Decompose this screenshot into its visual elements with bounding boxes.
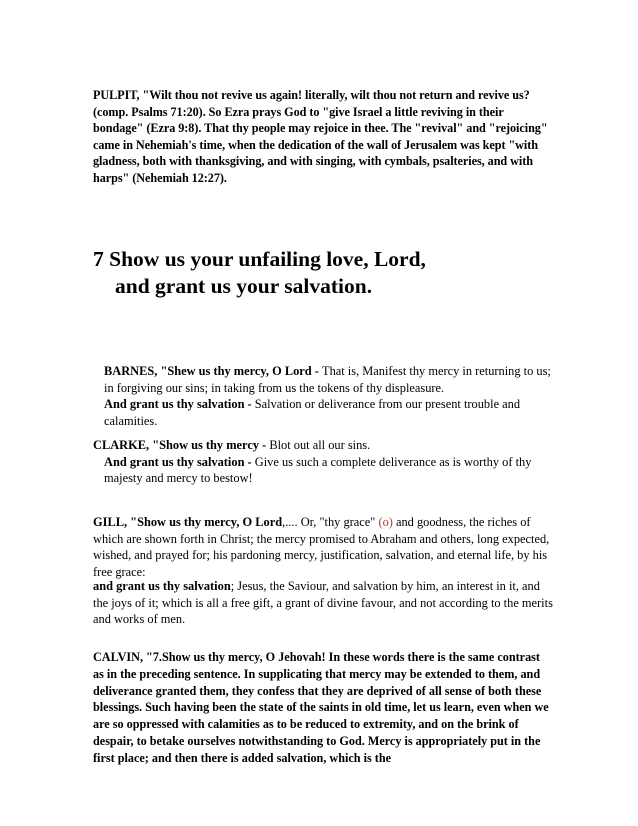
gill-lead-2: and grant us thy salvation [93,579,231,593]
gill-footnote-ref[interactable]: (o) [378,515,393,529]
barnes-commentary [93,363,553,429]
clarke-lead: CLARKE, "Show us thy mercy - [93,438,270,452]
gill-commentary-2 [93,578,553,628]
barnes-lead-2: And grant us thy salvation - [104,397,255,412]
clarke-text: Blot out all our sins. [269,438,371,452]
barnes-text: That is, Manifest thy mercy in returning to us; in forgiving our sins; in taking from us the tokens of thy displeasure. [104,364,551,395]
gill-text-b: and goodness, the riches of which are shown forth in Christ; the mercy promised to Abraham and others, long expected, wished, and prayed for; his pardoning mercy, justification, salvation, and eternal life, by his free grace: [93,515,550,579]
calvin-commentary: CALVIN, "7.Show us thy mercy, O Jehovah! In these words there is the same contrast as in the preceding sentence. In supplicating that mercy may be extended to them, and deliverance granted them, they confess that they are deprived of all sense of both these blessings. Such having been the state of the saints in old time, let us learn, even when we are so oppressed with calamities as to be reduced to extremity, and on the brink of despair, to betake ourselves notwithstanding to God. Mercy is appropriately put in the first place; and then there is added salvation, which is the [93,650,549,765]
gill-text: ,.... Or, "thy grace" [282,515,379,529]
clarke-commentary [93,437,553,487]
gill-text-2: ; Jesus, the Saviour, and salvation by him, an interest in it, and the joys of it; which is all a free gift, a grant of divine favour, and not according to the merits and works of men. [93,579,553,627]
clarke-text-2: Give us such a complete deliverance as is worthy of thy majesty and mercy to bestow! [104,454,532,486]
clarke-lead-2: And grant us thy salvation - [104,454,255,469]
barnes-lead: BARNES, "Shew us thy mercy, O Lord - [104,364,322,378]
verse-heading [93,246,553,300]
barnes-text-2: Salvation or deliverance from our present trouble and calamities. [104,397,521,428]
gill-lead: GILL, "Show us thy mercy, O Lord [93,515,283,529]
pulpit-commentary: PULPIT, "Wilt thou not revive us again! literally, wilt thou not return and revive us? (comp. Psalms 71:20). So Ezra prays God to "give Israel a little reviving in their bondage" (Ezra 9:8). That thy people may rejoice in thee. The "revival" and "rejoicing" came in Nehemiah's time, when the dedication of the wall of Jerusalem was kept "with gladness, both with thanksgiving, and with singing, with cymbals, psalteries, and with harps" (Nehemiah 12:27). [93,88,548,185]
verse-line-2: and grant us your salvation. [115,274,373,298]
gill-commentary [93,514,553,580]
verse-line-1: 7 Show us your unfailing love, Lord, [93,247,426,271]
